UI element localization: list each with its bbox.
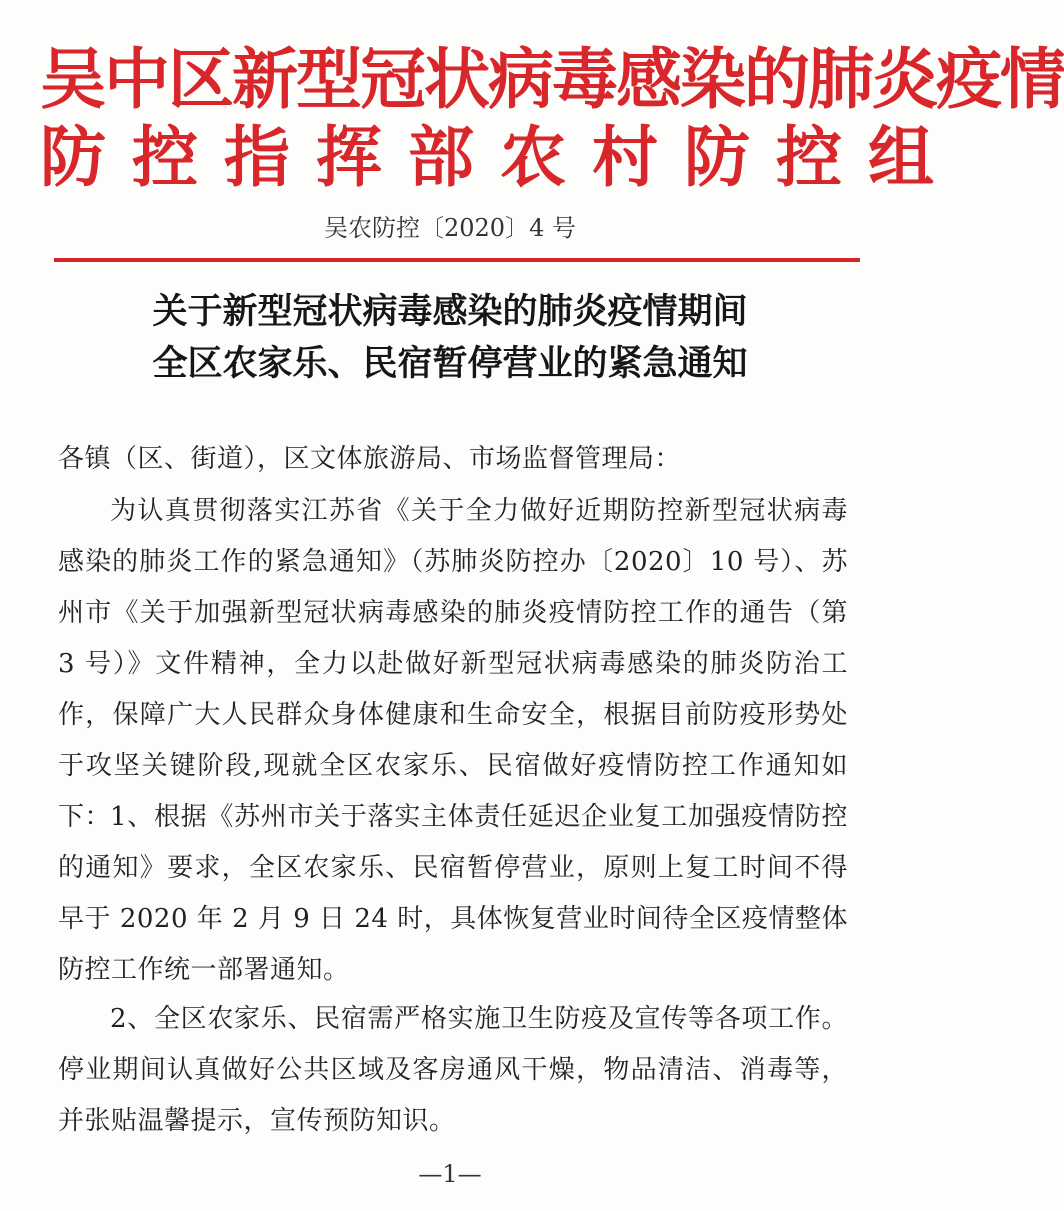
notice-item-2: 2、全区农家乐、民宿需严格实施卫生防疫及宣传等各项工作。停业期间认真做好公共区域及客房通风干燥，物品清洁、消毒等，并张贴温馨提示，宣传预防知识。 [58,1004,848,1136]
document-title-line-2: 全区农家乐、民宿暂停营业的紧急通知 [152,344,748,384]
document-title-line-1: 关于新型冠状病毒感染的肺炎疫情期间 [152,292,748,332]
document-number: 吴农防控〔2020〕4 号 [324,214,576,242]
addressee: 各镇（区、街道），区文体旅游局、市场监督管理局： [58,444,682,474]
red-divider-line [54,258,860,262]
intro-paragraph: 为认真贯彻落实江苏省《关于全力做好近期防控新型冠状病毒感染的肺炎工作的紧急通知》（苏肺炎防控办〔2020〕10 号）、苏州市《关于加强新型冠状病毒感染的肺炎疫情防控工作的通告（第 3 号）》文件精神，全力以赴做好新型冠状病毒感染的肺炎防治工作，保障广大人民群众身体健康和生命安全，根据目前防疫形势处于攻坚关键阶段,现就全区农家乐、民宿做好疫情防控工作通知如下： [58,496,848,832]
issuing-org-line-1: 吴中区新型冠状病毒感染的肺炎疫情 [40,41,1064,118]
notice-item-1: 1、根据《苏州市关于落实主体责任延迟企业复工加强疫情防控的通知》要求，全区农家乐、民宿暂停营业，原则上复工时间不得早于 2020 年 2 月 9 日 24 时，具体恢复营业时间待全区疫情整体防控工作统一部署通知。 [58,802,848,985]
page-number: —1— [418,1160,482,1188]
issuing-org-line-2: 防控指挥部农村防控组 [40,119,960,196]
